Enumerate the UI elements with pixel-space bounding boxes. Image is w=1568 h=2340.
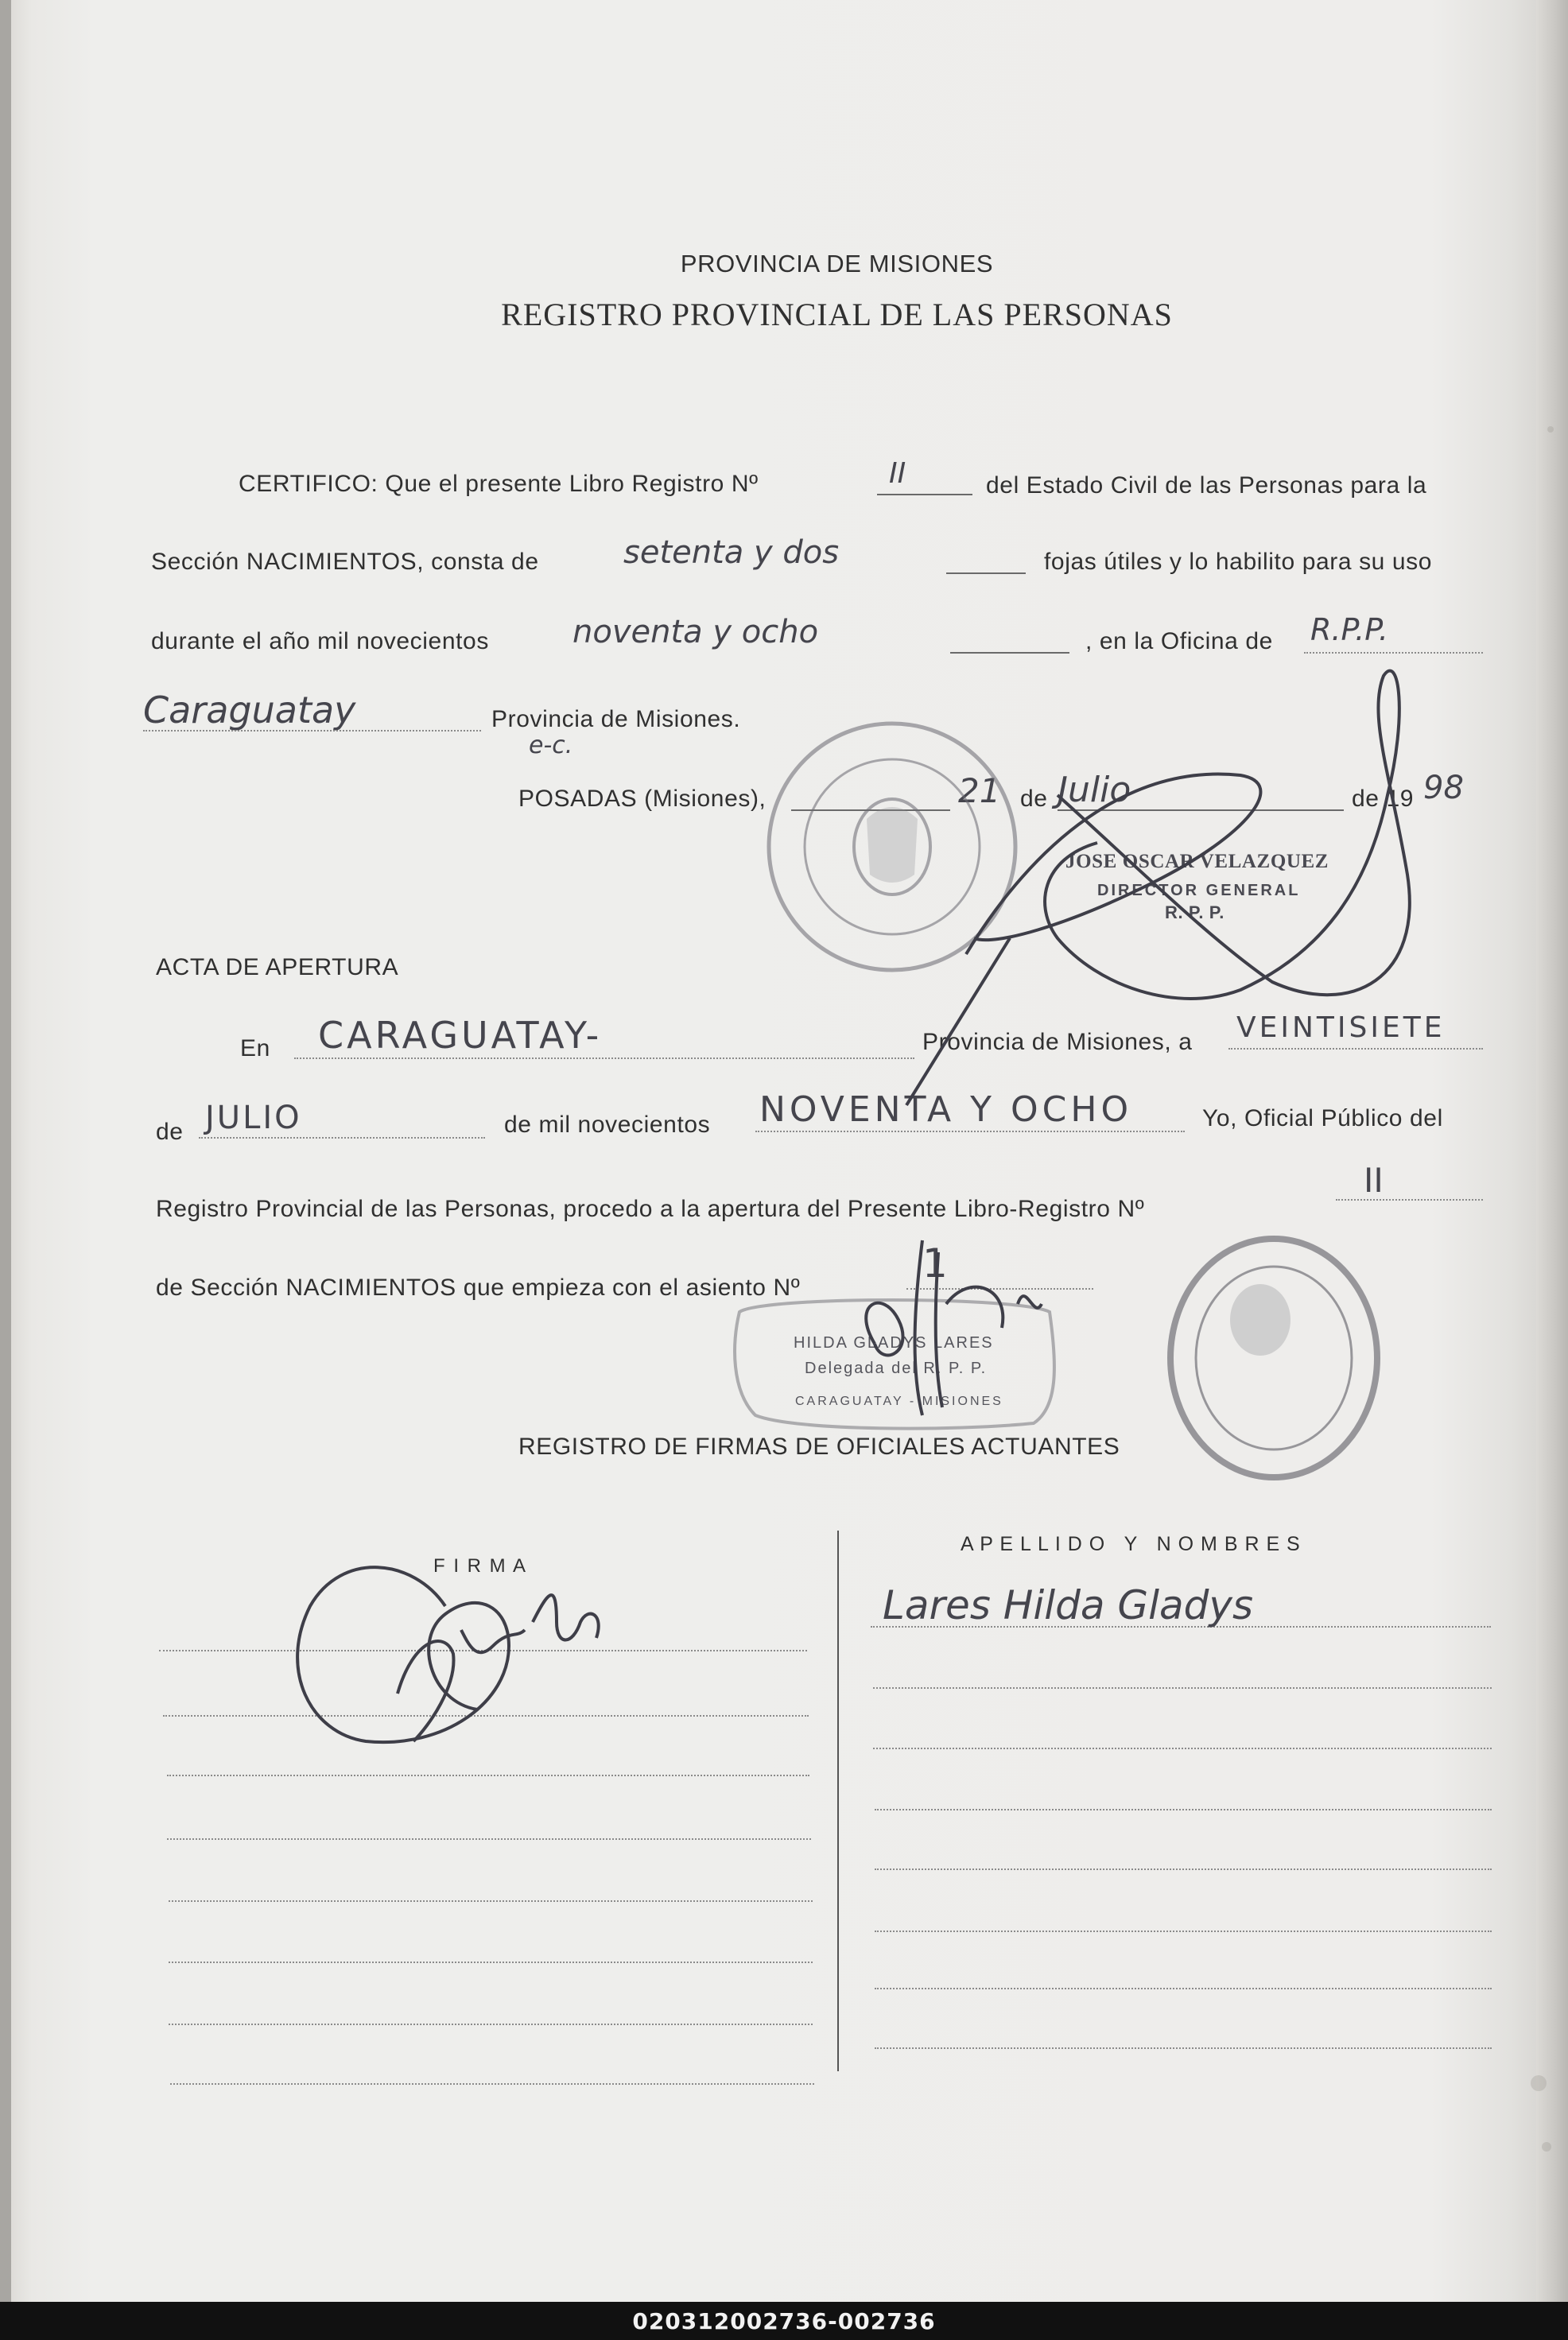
certificate-year-prefix: de 19 (1352, 786, 1415, 812)
caraguatay-office-seal (1170, 1239, 1377, 1477)
page-right-edge (1536, 0, 1568, 2302)
delegate-stamp-name: HILDA GLADYS LARES (794, 1334, 994, 1352)
signature-row (167, 1838, 811, 1840)
director-stamp-title: DIRECTOR GENERAL (1097, 882, 1301, 899)
name-row (875, 2047, 1492, 2049)
acta-de-mil: de mil novecientos (504, 1112, 711, 1138)
handwritten-month: Julio (1058, 770, 1131, 810)
acta-line-3: Registro Provincial de las Personas, procedo a la apertura del Presente Libro-Registro Nº (156, 1196, 1145, 1222)
handwritten-acta-entry: 1 (922, 1240, 948, 1286)
acta-province: Provincia de Misiones, a (922, 1029, 1193, 1055)
provincial-registry-seal (769, 724, 1015, 970)
delegate-signature (866, 1240, 1042, 1415)
acta-en: En (240, 1035, 270, 1061)
name-row (873, 1748, 1492, 1749)
handwritten-acta-place: CARAGUATAY- (318, 1014, 603, 1057)
signature-registry-title: REGISTRO DE FIRMAS DE OFICIALES ACTUANTES (518, 1434, 1120, 1460)
page-left-edge (0, 0, 11, 2302)
signature-row (169, 1900, 813, 1902)
certificate-line-1a: CERTIFICO: Que el presente Libro Registro Nº (239, 471, 759, 497)
handwritten-note: e-c. (529, 731, 573, 759)
name-row (873, 1687, 1492, 1689)
column-divider (837, 1531, 839, 2071)
handwritten-office: R.P.P. (1310, 612, 1389, 647)
signature-row (169, 1962, 813, 1963)
name-row (875, 1809, 1492, 1810)
header-province: PROVINCIA DE MISIONES (680, 250, 994, 277)
name-row (875, 1988, 1492, 1989)
handwritten-official-name: Lares Hilda Gladys (883, 1582, 1254, 1628)
header-registry: REGISTRO PROVINCIAL DE LAS PERSONAS (501, 297, 1173, 332)
certificate-line-1b: del Estado Civil de las Personas para la (986, 472, 1427, 499)
certificate-line-3a: durante el año mil novecientos (151, 628, 489, 654)
document-id: 020312002736-002736 (632, 2308, 936, 2334)
director-stamp-name: JOSE OSCAR VELAZQUEZ (1065, 851, 1329, 872)
signature-row (163, 1715, 809, 1717)
certificate-line-4: Provincia de Misiones. (491, 706, 741, 732)
certificate-line-2b: fojas útiles y lo habilito para su uso (1044, 549, 1433, 575)
signature-row (170, 2083, 814, 2085)
name-row (875, 1931, 1492, 1932)
handwritten-acta-month: JULIO (205, 1100, 302, 1136)
signature-row (169, 2024, 813, 2025)
certificate-line-2a: Sección NACIMIENTOS, consta de (151, 549, 539, 575)
signature-row (167, 1775, 809, 1776)
handwritten-acta-year: NOVENTA Y OCHO (759, 1089, 1133, 1130)
handwritten-acta-book: II (1364, 1161, 1384, 1200)
acta-line-4: de Sección NACIMIENTOS que empieza con el asiento Nº (156, 1275, 801, 1301)
acta-yo: Yo, Oficial Público del (1202, 1105, 1443, 1131)
handwritten-acta-day: VEINTISIETE (1236, 1011, 1446, 1044)
certificate-place: POSADAS (Misiones), (518, 786, 767, 812)
acta-title: ACTA DE APERTURA (156, 954, 399, 980)
column-header-names: A P E L L I D O Y N O M B R E S (961, 1533, 1301, 1555)
handwritten-year: noventa y ocho (572, 614, 819, 650)
handwritten-fojas-count: setenta y dos (623, 534, 840, 571)
acta-de: de (156, 1119, 184, 1145)
handwritten-day: 21 (958, 771, 1001, 810)
certificate-line-3b: , en la Oficina de (1085, 628, 1273, 654)
handwritten-locality: Caraguatay (143, 689, 356, 731)
column-header-signature: F I R M A (433, 1555, 528, 1577)
delegate-stamp-place: CARAGUATAY - MISIONES (795, 1395, 1003, 1408)
delegate-stamp-title: Delegada del R. P. P. (805, 1360, 988, 1377)
handwritten-year-suffix: 98 (1423, 770, 1464, 806)
director-stamp-org: R. P. P. (1165, 902, 1225, 922)
certificate-de: de (1020, 786, 1048, 812)
name-row (875, 1869, 1492, 1870)
signature-row (159, 1650, 807, 1651)
handwritten-book-number: II (889, 457, 906, 490)
